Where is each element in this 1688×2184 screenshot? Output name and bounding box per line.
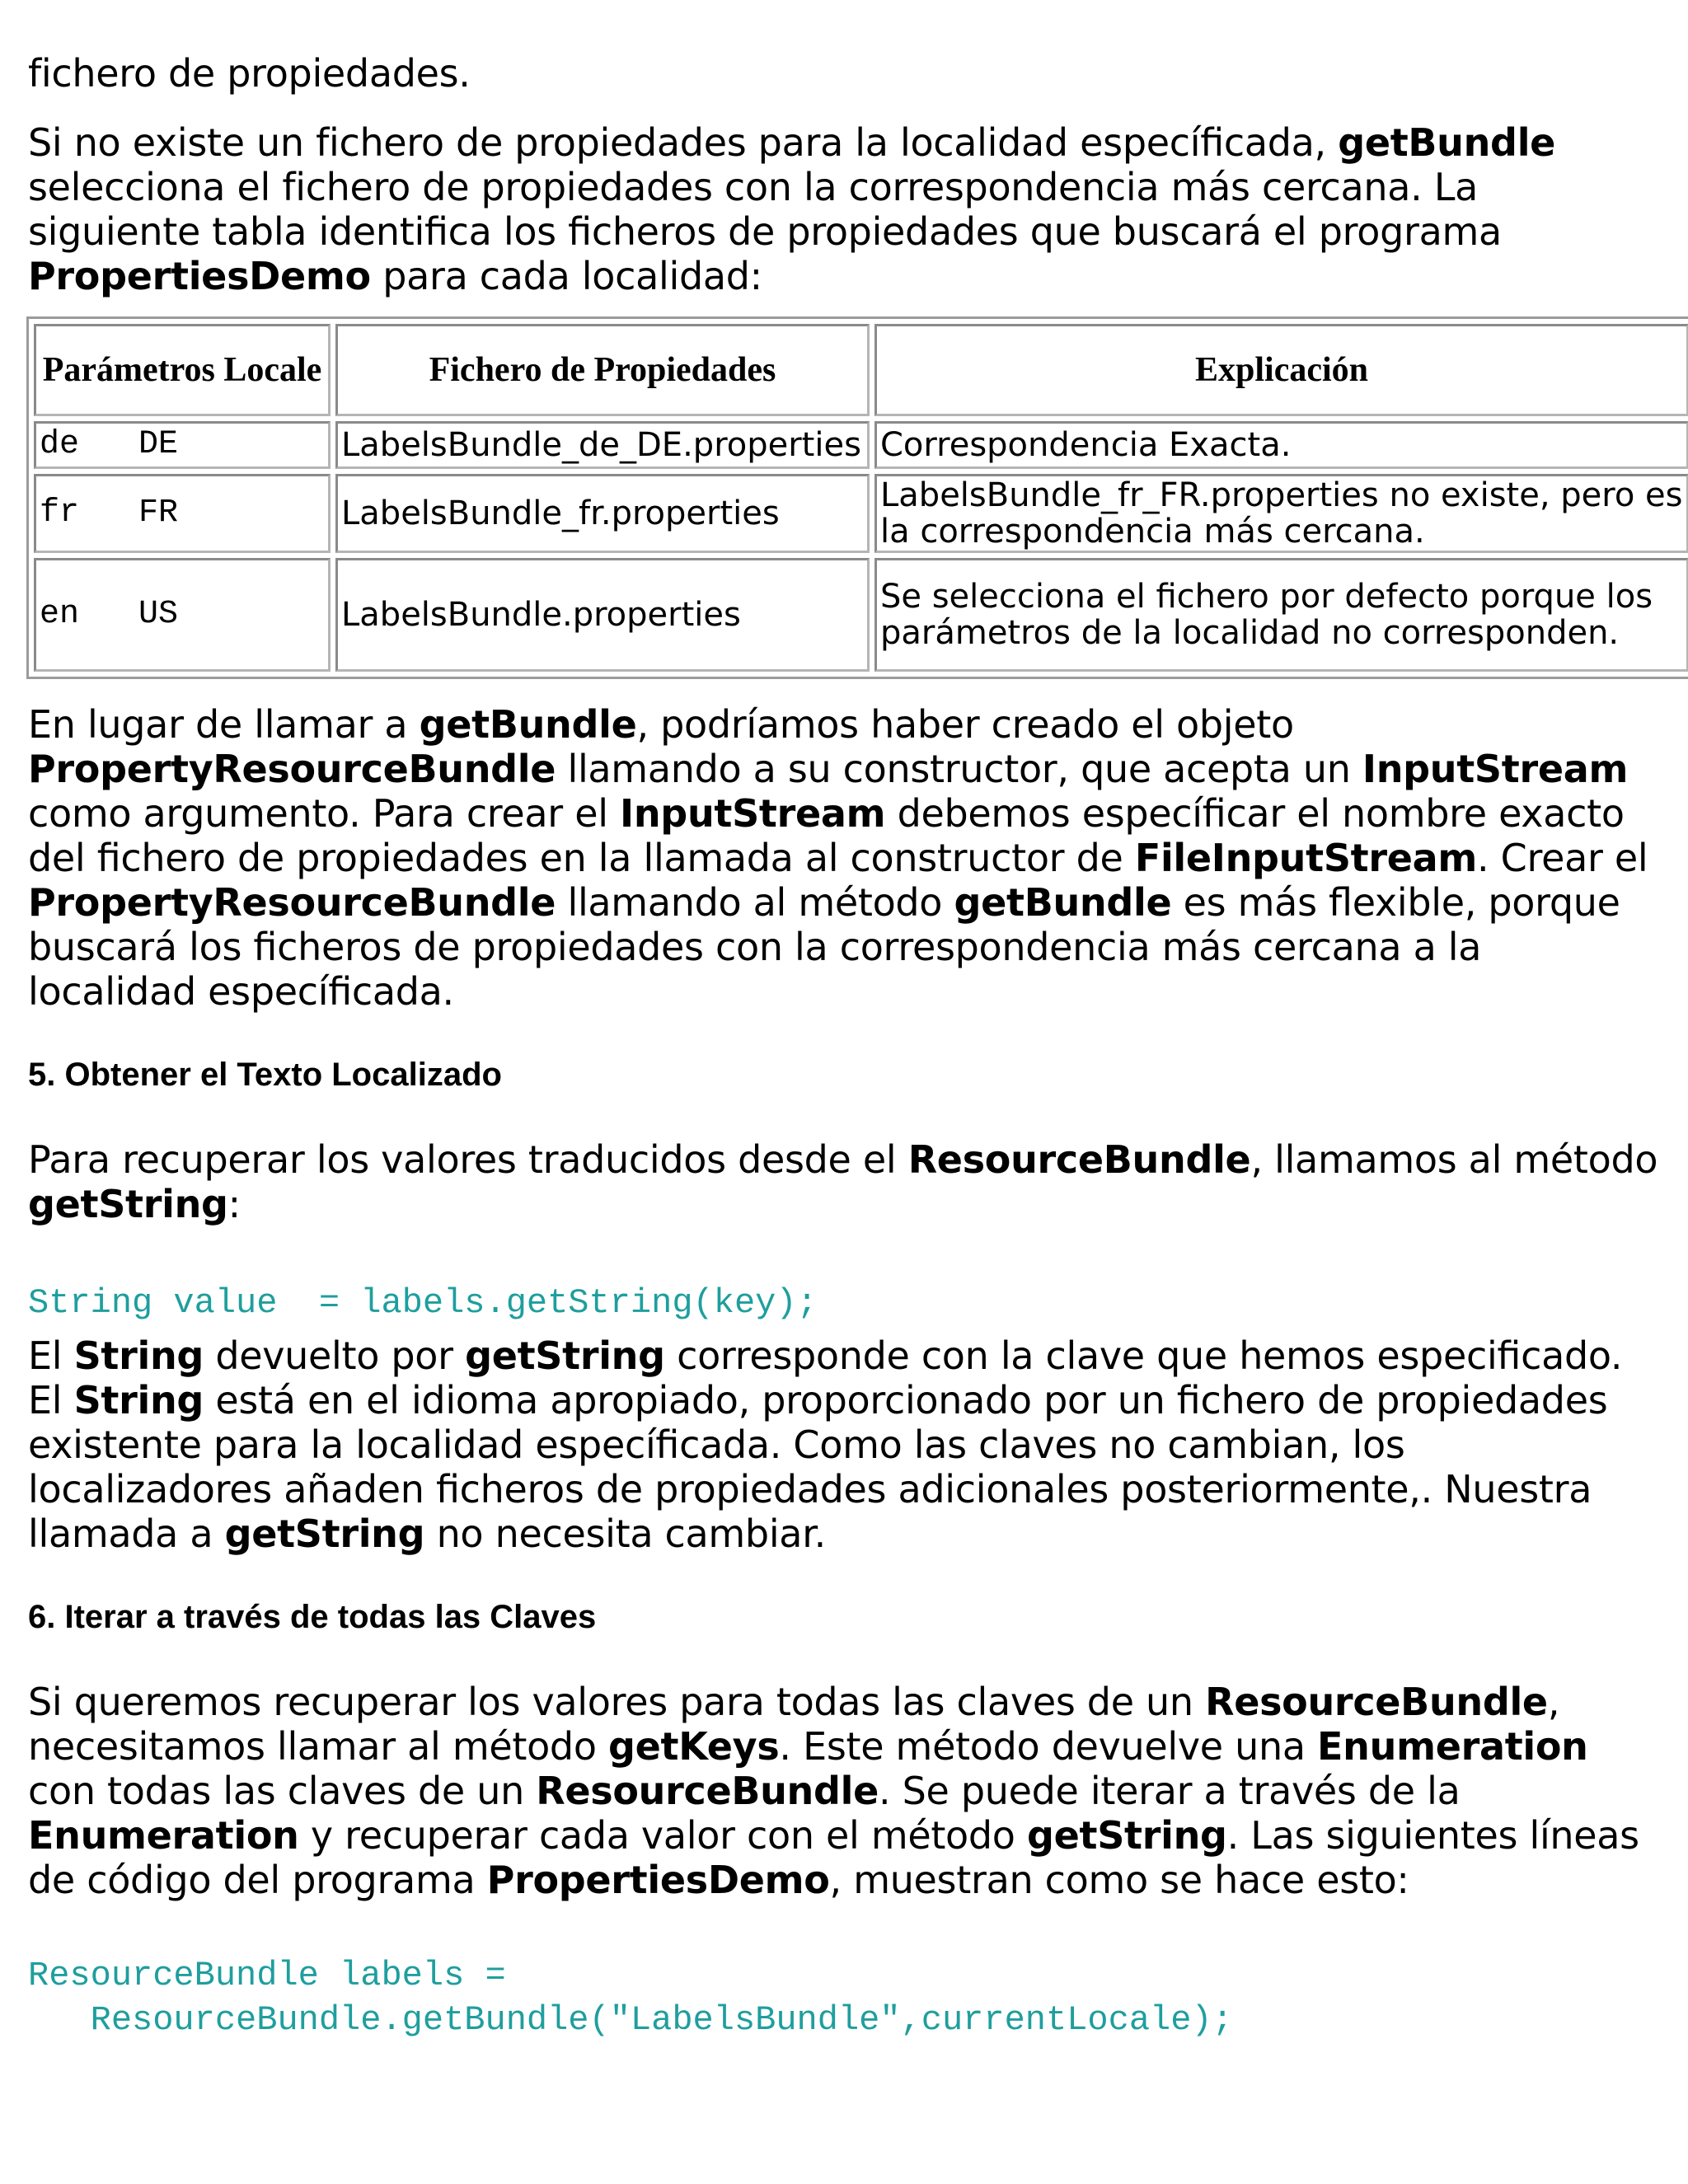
cell-locale: en US xyxy=(34,558,331,672)
bold-term: getString xyxy=(465,1333,665,1378)
bold-term: getBundle xyxy=(1338,120,1556,165)
bold-term: String xyxy=(73,1333,204,1378)
bold-term: Enumeration xyxy=(1317,1724,1588,1769)
text: corresponde con la clave que hemos especiﬁcado. El xyxy=(28,1333,1623,1422)
bold-term: PropertyResourceBundle xyxy=(28,747,556,791)
text: . Crear el xyxy=(1477,836,1648,880)
paragraph-getstring-intro xyxy=(28,1137,1660,1226)
bold-term: InputStream xyxy=(620,791,886,836)
bold-term: PropertyResourceBundle xyxy=(28,880,556,925)
paragraph-property-resource-bundle xyxy=(28,702,1660,1014)
text: debemos especíﬁcar el nombre exacto del ﬁchero de propiedades en la llamada al constructor de xyxy=(28,791,1625,880)
header-locale-params: Parámetros Locale xyxy=(34,324,331,416)
section-heading-6: 6. Iterar a través de todas las Claves xyxy=(28,1599,597,1635)
text: , llamamos al método xyxy=(1250,1137,1658,1182)
text: está en el idioma apropiado, proporcionado por un ﬁchero de propiedades existente para la localidad especíﬁcada. Como las claves no cambian, los localizadores añaden ﬁcheros de propiedades adicionales posteriormente,. Nuestra llamada a xyxy=(28,1378,1608,1556)
cell-locale: fr FR xyxy=(34,474,331,553)
bold-term: ResourceBundle xyxy=(536,1769,879,1813)
document-page xyxy=(28,51,1683,2042)
text: Para recuperar los valores traducidos desde el xyxy=(28,1137,908,1182)
header-properties-file: Fichero de Propiedades xyxy=(335,324,870,416)
bold-term: getBundle xyxy=(954,880,1172,925)
bold-term: PropertiesDemo xyxy=(486,1858,830,1902)
text: llamando a su constructor, que acepta un xyxy=(556,747,1362,791)
cell-explanation: Correspondencia Exacta. xyxy=(874,421,1688,469)
code-snippet-getstring: String value = labels.getString(key); xyxy=(28,1283,818,1323)
text: llamando al método xyxy=(556,880,954,925)
text: El xyxy=(28,1333,74,1378)
bold-term: ResourceBundle xyxy=(907,1137,1251,1182)
bold-term: String xyxy=(73,1378,204,1422)
bold-term: getBundle xyxy=(419,702,637,747)
code-snippet-getbundle-line1: ResourceBundle labels = xyxy=(28,1956,506,1995)
paragraph-getkeys xyxy=(28,1680,1660,1902)
text: , muestran como se hace esto: xyxy=(829,1858,1409,1902)
cell-file: LabelsBundle.properties xyxy=(335,558,870,672)
bold-term: PropertiesDemo xyxy=(28,254,371,298)
cell-file: LabelsBundle_fr.properties xyxy=(335,474,870,553)
text: . Las siguientes líneas de código del programa xyxy=(28,1813,1639,1902)
table-row xyxy=(34,421,1688,469)
text: y recuperar cada valor con el método xyxy=(298,1813,1027,1858)
table-row xyxy=(34,474,1688,553)
paragraph-getbundle-selection xyxy=(28,120,1660,298)
bold-term: getString xyxy=(224,1511,425,1556)
text: , necesitamos llamar al método xyxy=(28,1680,1560,1769)
bold-term: getString xyxy=(28,1182,228,1226)
cell-locale: de DE xyxy=(34,421,331,469)
properties-table xyxy=(26,316,1688,679)
bold-term: getString xyxy=(1026,1813,1227,1858)
text: , podríamos haber creado el objeto xyxy=(636,702,1294,747)
cell-file: LabelsBundle_de_DE.properties xyxy=(335,421,870,469)
text: para cada localidad: xyxy=(370,254,762,298)
paragraph-string-returned xyxy=(28,1333,1660,1556)
cell-explanation: LabelsBundle_fr_FR.properties no existe, pero es la correspondencia más cercana. xyxy=(874,474,1688,553)
text: con todas las claves de un xyxy=(28,1769,537,1813)
text: : xyxy=(227,1182,241,1226)
bold-term: Enumeration xyxy=(28,1813,299,1858)
text: . Se puede iterar a través de la xyxy=(879,1769,1461,1813)
cell-explanation: Se selecciona el ﬁchero por defecto porque los parámetros de la localidad no corresponden. xyxy=(874,558,1688,672)
bold-term: FileInputStream xyxy=(1134,836,1477,880)
bold-term: InputStream xyxy=(1362,747,1629,791)
intro-tail: fichero de propiedades. xyxy=(28,51,471,96)
text: selecciona el fichero de propiedades con la correspondencia más cercana. La siguiente tabla identiﬁca los ﬁcheros de propiedades que buscará el programa xyxy=(28,165,1502,254)
code-snippet-getbundle-line2: ResourceBundle.getBundle("LabelsBundle",currentLocale); xyxy=(28,2000,1233,2040)
table-header-row xyxy=(34,324,1688,416)
text: Si queremos recuperar los valores para todas las claves de un xyxy=(28,1680,1206,1724)
text: Si no existe un fichero de propiedades para la localidad especíﬁcada, xyxy=(28,120,1339,165)
text: como argumento. Para crear el xyxy=(28,791,621,836)
bold-term: ResourceBundle xyxy=(1205,1680,1548,1724)
text: . Este método devuelve una xyxy=(779,1724,1318,1769)
text: En lugar de llamar a xyxy=(28,702,420,747)
text: devuelto por xyxy=(204,1333,466,1378)
text: es más ﬂexible, porque buscará los ﬁcheros de propiedades con la correspondencia más cercana a la localidad especíﬁcada. xyxy=(28,880,1620,1014)
text: no necesita cambiar. xyxy=(424,1511,826,1556)
table-row xyxy=(34,558,1688,672)
bold-term: getKeys xyxy=(608,1724,780,1769)
section-heading-5: 5. Obtener el Texto Localizado xyxy=(28,1057,502,1093)
header-explanation: Explicación xyxy=(874,324,1688,416)
